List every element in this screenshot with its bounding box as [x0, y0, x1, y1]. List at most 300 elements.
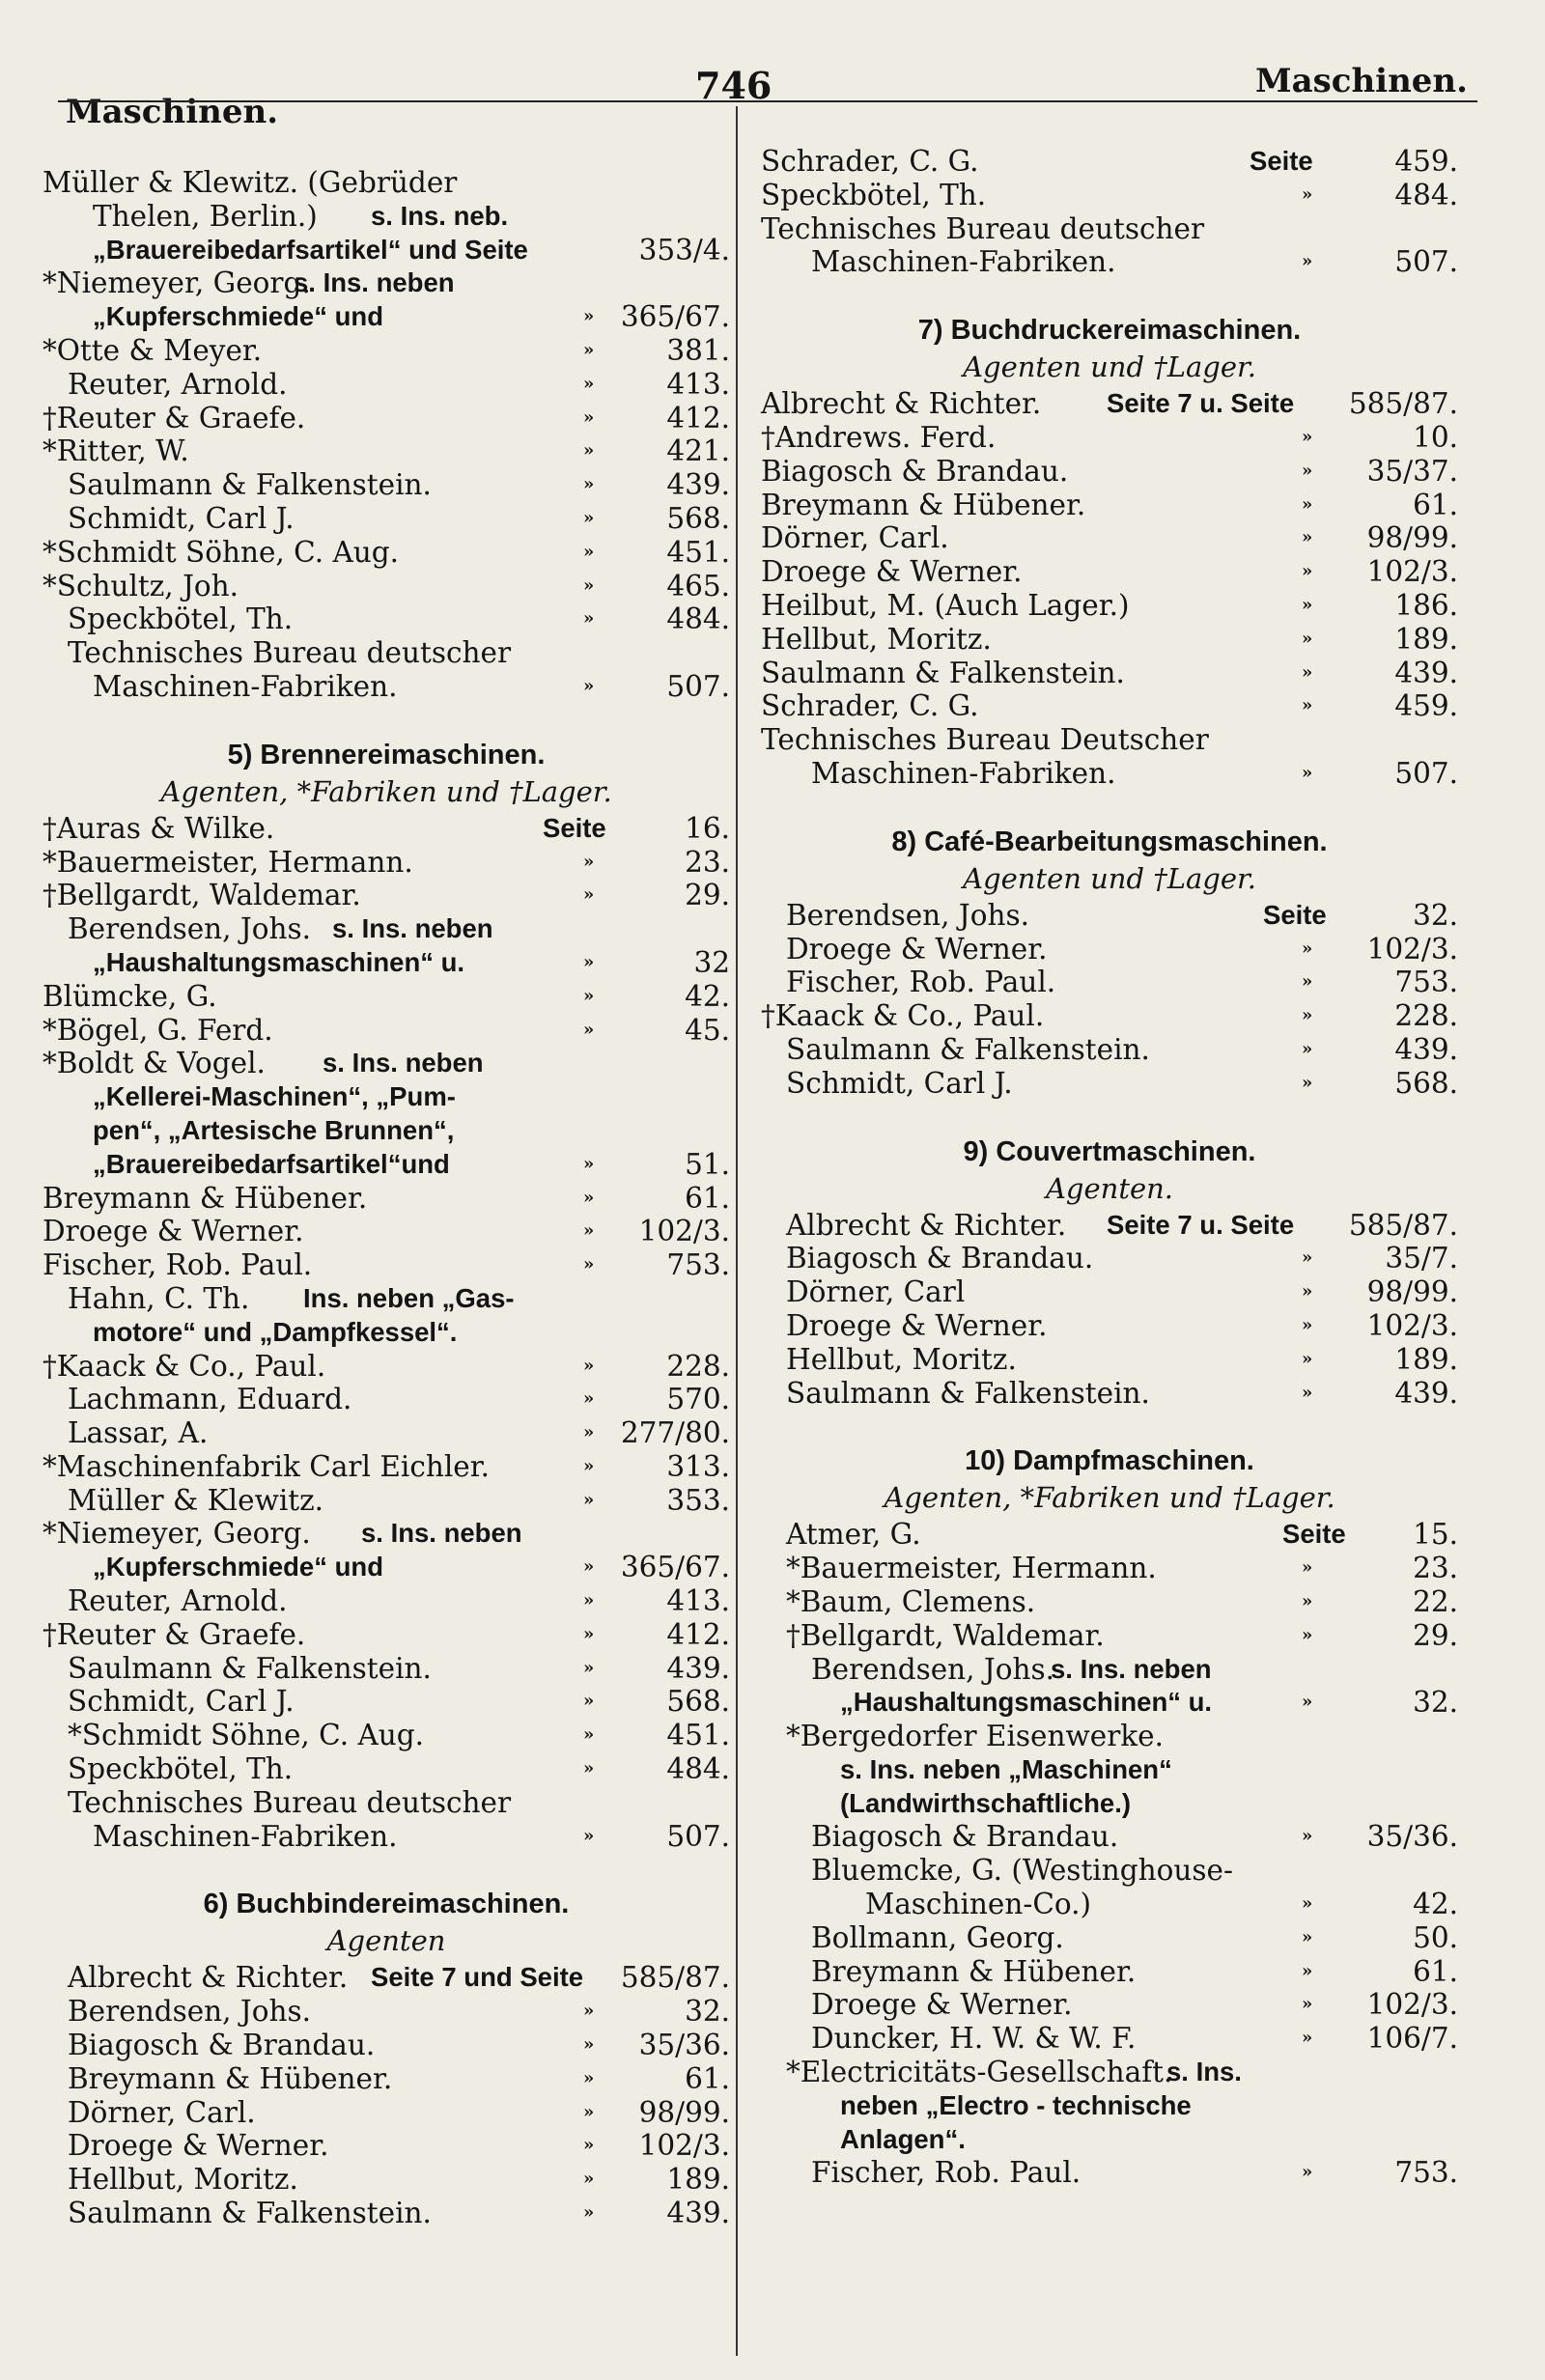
page-ref: 413.	[666, 367, 730, 401]
entry-text: Duncker, H. W. & W. F.	[811, 2022, 1137, 2056]
entry-text: Maschinen-Fabriken.	[811, 245, 1116, 279]
page-ref: 189.	[1394, 622, 1458, 656]
ditto-mark: »	[583, 608, 595, 630]
entry-text: „Brauereibedarfsartikel“ und Seite	[93, 234, 528, 265]
page-ref: 45.	[685, 1013, 730, 1047]
page-ref: 365/67.	[620, 1551, 730, 1584]
page-ref: 313.	[666, 1449, 730, 1483]
section-subtitle: Agenten, *Fabriken und †Lager.	[884, 1481, 1335, 1515]
ditto-mark: »	[583, 541, 595, 562]
ditto-mark: »	[1302, 1005, 1313, 1026]
list-item	[761, 1275, 1458, 1309]
entry-text: Anlagen“.	[840, 2123, 966, 2154]
entry-text: Schrader, C. G.	[761, 145, 979, 178]
ditto-mark: »	[1302, 1692, 1313, 1713]
entry-text: *Bauermeister, Hermann.	[42, 845, 413, 879]
page-ref: 439.	[666, 468, 730, 502]
list-item	[42, 1584, 730, 1618]
left-column	[42, 166, 730, 2230]
page-ref: 106/7.	[1366, 2022, 1458, 2056]
page-ref: 15.	[1413, 1518, 1458, 1552]
entry-text: Maschinen-Co.)	[865, 1888, 1092, 1921]
ditto-mark: »	[583, 884, 595, 906]
list-item	[761, 555, 1458, 589]
list-item	[761, 212, 1458, 246]
page-ref: 459.	[1394, 145, 1458, 178]
entry-text: Seite	[1263, 899, 1327, 930]
entry-text: Bollmann, Georg.	[811, 1920, 1064, 1954]
list-item	[761, 1787, 1458, 1821]
ditto-mark: »	[583, 1758, 595, 1779]
list-item	[761, 1753, 1458, 1787]
list-item	[761, 999, 1458, 1033]
page-ref: 35/37.	[1366, 454, 1458, 488]
ditto-mark: »	[583, 306, 595, 327]
page-ref: 35/36.	[638, 2029, 730, 2062]
ditto-mark: »	[1302, 493, 1313, 515]
entry-text: „Brauereibedarfsartikel“und	[93, 1148, 450, 1179]
ditto-mark: »	[583, 1355, 595, 1376]
entry-text: Seite	[543, 812, 606, 843]
ditto-mark: »	[1302, 938, 1313, 959]
ditto-mark: »	[1302, 1960, 1313, 1981]
list-item	[42, 2096, 730, 2130]
list-item	[761, 489, 1458, 522]
entry-text: †Andrews. Ferd.	[761, 420, 997, 454]
entry-text: pen“, „Artesische Brunnen“,	[93, 1114, 455, 1145]
page-ref: 10.	[1413, 420, 1458, 454]
page-ref: 484.	[1394, 178, 1458, 211]
page-ref: 585/87.	[1348, 1208, 1458, 1242]
page-ref: 412.	[666, 1617, 730, 1651]
list-item	[42, 234, 730, 267]
list-item	[761, 455, 1458, 489]
entry-text: Fischer, Rob. Paul.	[786, 966, 1056, 999]
list-item	[761, 933, 1458, 966]
list-item	[761, 1921, 1458, 1955]
page-ref: 459.	[1394, 689, 1458, 723]
list-item	[761, 1653, 1458, 1687]
entry-text: Schrader, C. G.	[761, 689, 979, 723]
entry-text: s. Ins. neben	[1051, 1653, 1212, 1684]
page-ref: 42.	[685, 979, 730, 1013]
ditto-mark: »	[1302, 1247, 1313, 1269]
section-title: 9) Couvertmaschinen.	[963, 1135, 1256, 1167]
list-item	[761, 145, 1458, 179]
page-ref: 23.	[1413, 1552, 1458, 1585]
ditto-mark: »	[1302, 1382, 1313, 1403]
entry-text: †Kaack & Co., Paul.	[761, 999, 1045, 1033]
list-item	[761, 899, 1458, 933]
page-ref: 98/99.	[1366, 521, 1458, 555]
entry-text: Heilbut, M. (Auch Lager.)	[761, 588, 1130, 622]
entry-text: Berendsen, Johs.	[68, 1995, 312, 2029]
list-item	[761, 2056, 1458, 2089]
list-item	[42, 946, 730, 980]
list-item	[42, 1148, 730, 1182]
entry-text: Schmidt, Carl J.	[786, 1066, 1013, 1100]
spacer	[761, 279, 1458, 298]
ditto-mark: »	[583, 1489, 595, 1510]
ditto-mark: »	[583, 1388, 595, 1410]
entry-text: †Reuter & Graefe.	[42, 1617, 306, 1651]
page-ref: 23.	[685, 845, 730, 879]
list-item	[42, 1047, 730, 1080]
ditto-mark: »	[583, 2202, 595, 2224]
entry-text: s. Ins. neben	[332, 913, 493, 944]
ditto-mark: »	[583, 2135, 595, 2156]
page-ref: 353.	[666, 1483, 730, 1517]
list-item	[42, 2197, 730, 2230]
page-ref: 35/7.	[1385, 1242, 1458, 1275]
entry-text: Droege & Werner.	[786, 1308, 1048, 1342]
entry-text: Berendsen, Johs.	[68, 912, 312, 946]
entry-text: Thelen, Berlin.)	[93, 199, 318, 233]
page-ref: 365/67.	[620, 300, 730, 334]
ditto-mark: »	[1302, 971, 1313, 993]
spacer	[42, 1853, 730, 1872]
entry-text: Hellbut, Moritz.	[761, 622, 992, 656]
ditto-mark: »	[1302, 1624, 1313, 1645]
list-item	[761, 1033, 1458, 1067]
entry-text: motore“ und „Dampfkessel“.	[93, 1316, 458, 1347]
list-item	[42, 1618, 730, 1652]
ditto-mark: »	[583, 675, 595, 696]
ditto-mark: »	[583, 2067, 595, 2088]
page-header	[58, 54, 1477, 131]
entry-text: †Auras & Wilke.	[42, 811, 275, 845]
section-subtitle: Agenten	[326, 1924, 446, 1958]
page-ref: 412.	[666, 401, 730, 434]
list-item	[42, 166, 730, 200]
list-item	[761, 1552, 1458, 1585]
page-ref: 277/80.	[620, 1416, 730, 1450]
section-subtitle: Agenten und †Lager.	[963, 350, 1256, 384]
entry-text: Breymann & Hübener.	[42, 1181, 368, 1215]
page-ref: 507.	[666, 669, 730, 703]
entry-text: Seite 7 u. Seite	[1107, 1209, 1295, 1240]
ditto-mark: »	[1302, 251, 1313, 272]
list-item	[42, 1551, 730, 1584]
ditto-mark: »	[583, 2101, 595, 2122]
page-ref: 451.	[666, 1719, 730, 1752]
entry-text: s. Ins.	[1166, 2057, 1242, 2087]
ditto-mark: »	[583, 985, 595, 1006]
ditto-mark: »	[1302, 661, 1313, 683]
entry-text: Droege & Werner.	[786, 932, 1048, 966]
spacer	[42, 704, 730, 723]
page-ref: 228.	[1394, 999, 1458, 1033]
entry-text: †Reuter & Graefe.	[42, 401, 306, 434]
ditto-mark: »	[583, 1455, 595, 1476]
list-item	[42, 1685, 730, 1719]
entry-text: Seite	[1250, 146, 1313, 176]
page-ref: 507.	[1394, 756, 1458, 790]
ditto-mark: »	[583, 1590, 595, 1611]
entry-text: Biagosch & Brandau.	[761, 454, 1069, 488]
ditto-mark: »	[583, 2169, 595, 2190]
ditto-mark: »	[1302, 1994, 1313, 2015]
entry-text: Technisches Bureau deutscher	[68, 636, 512, 670]
entry-text: *Boldt & Vogel.	[42, 1047, 266, 1080]
spacer	[761, 1410, 1458, 1429]
ditto-mark: »	[583, 1254, 595, 1275]
list-item	[761, 1955, 1458, 1989]
entry-text: s. Ins. neben	[323, 1048, 484, 1078]
entry-text: Berendsen, Johs.	[786, 898, 1030, 932]
entry-text: „Haushaltungsmaschinen“ u.	[93, 946, 465, 977]
ditto-mark: »	[1302, 527, 1313, 548]
page-ref: 568.	[666, 501, 730, 535]
ditto-mark: »	[583, 474, 595, 495]
list-item	[761, 2089, 1458, 2123]
list-item	[42, 1182, 730, 1216]
page-ref: 32.	[1413, 1686, 1458, 1720]
list-item	[761, 1067, 1458, 1101]
entry-text: *Maschinenfabrik Carl Eichler.	[42, 1449, 490, 1483]
entry-text: (Landwirthschaftliche.)	[840, 1787, 1131, 1818]
page-number: 746	[695, 64, 772, 107]
ditto-mark: »	[583, 507, 595, 528]
list-item	[42, 200, 730, 234]
entry-text: neben „Electro - technische	[840, 2089, 1192, 2120]
ditto-mark: »	[583, 1019, 595, 1040]
entry-text: Hahn, C. Th.	[68, 1281, 250, 1315]
entry-text: *Niemeyer, Georg.	[42, 266, 311, 300]
list-item	[761, 1720, 1458, 1753]
page-ref: 98/99.	[638, 2095, 730, 2129]
list-item	[761, 2156, 1458, 2190]
ditto-mark: »	[583, 1556, 595, 1578]
list-item	[42, 1114, 730, 1148]
spacer	[761, 1101, 1458, 1120]
ditto-mark: »	[583, 440, 595, 462]
list-item	[42, 502, 730, 536]
list-item	[761, 387, 1458, 421]
list-item	[42, 1450, 730, 1484]
entry-text: Hellbut, Moritz.	[786, 1342, 1017, 1376]
list-item	[761, 966, 1458, 999]
entry-text: *Schultz, Joh.	[42, 569, 239, 602]
entry-text: *Baum, Clemens.	[786, 1584, 1036, 1618]
entry-text: *Electricitäts-Gesellschaft.	[786, 2056, 1173, 2089]
page-ref: 753.	[1394, 2156, 1458, 2190]
list-item	[42, 368, 730, 402]
entry-text: *Schmidt Söhne, C. Aug.	[68, 1719, 425, 1752]
entry-text: Maschinen-Fabriken.	[811, 756, 1116, 790]
ditto-mark: »	[583, 1220, 595, 1242]
entry-text: Technisches Bureau deutscher	[761, 211, 1205, 245]
entry-text: Saulmann & Falkenstein.	[786, 1376, 1150, 1410]
page-ref: 439.	[666, 2197, 730, 2230]
page-ref: 439.	[1394, 656, 1458, 689]
spacer	[761, 791, 1458, 810]
section-subtitle: Agenten und †Lager.	[963, 861, 1256, 895]
ditto-mark: »	[1302, 2162, 1313, 2183]
list-item	[761, 1343, 1458, 1377]
page-ref: 465.	[666, 569, 730, 602]
ditto-mark: »	[583, 2001, 595, 2022]
list-item	[42, 1786, 730, 1820]
entry-text: Dörner, Carl.	[761, 521, 949, 555]
list-item	[761, 689, 1458, 723]
header-rule	[58, 100, 1477, 102]
ditto-mark: »	[1302, 1038, 1313, 1059]
page-ref: 61.	[685, 1181, 730, 1215]
header-right: Maschinen.	[1254, 62, 1468, 100]
entry-text: Breymann & Hübener.	[68, 2061, 393, 2095]
ditto-mark: »	[1302, 1826, 1313, 1847]
entry-text: *Ritter, W.	[42, 434, 189, 468]
entry-text: Saulmann & Falkenstein.	[68, 1651, 432, 1685]
page-ref: 98/99.	[1366, 1275, 1458, 1309]
entry-text: *Otte & Meyer.	[42, 333, 263, 367]
page-ref: 29.	[685, 879, 730, 912]
page-ref: 585/87.	[1348, 387, 1458, 421]
entry-text: „Kupferschmiede“ und	[93, 1552, 384, 1582]
section-subtitle: Agenten.	[1045, 1171, 1174, 1205]
entry-text: „Haushaltungsmaschinen“ u.	[840, 1687, 1213, 1718]
list-item	[761, 1888, 1458, 1921]
ditto-mark: »	[583, 1825, 595, 1846]
ditto-mark: »	[583, 574, 595, 596]
list-item	[42, 636, 730, 670]
header-left: Maschinen.	[66, 93, 279, 131]
list-item	[761, 245, 1458, 279]
entry-text: s. Ins. neben	[294, 267, 455, 298]
page-ref: 102/3.	[1366, 555, 1458, 589]
ditto-mark: »	[1302, 426, 1313, 447]
page-ref: 29.	[1413, 1618, 1458, 1652]
list-item	[42, 1416, 730, 1450]
ditto-mark: »	[1302, 1893, 1313, 1915]
ditto-mark: »	[1302, 561, 1313, 582]
entry-text: Dörner, Carl	[786, 1275, 966, 1309]
list-item	[42, 2029, 730, 2062]
list-item	[42, 1014, 730, 1048]
entry-text: Ins. neben „Gas-	[303, 1282, 515, 1313]
list-item	[42, 602, 730, 636]
page-ref: 32	[693, 945, 730, 979]
list-item	[42, 2062, 730, 2096]
list-item	[761, 757, 1458, 791]
entry-text: Fischer, Rob. Paul.	[811, 2156, 1082, 2190]
list-item	[42, 1995, 730, 2029]
entry-text: Lassar, A.	[68, 1416, 209, 1450]
entry-text: *Bergedorfer Eisenwerke.	[786, 1720, 1165, 1753]
page-ref: 22.	[1413, 1584, 1458, 1618]
entry-text: Müller & Klewitz.	[68, 1483, 324, 1517]
ditto-mark: »	[583, 1153, 595, 1174]
list-item	[761, 1209, 1458, 1243]
page-ref: 568.	[1394, 1066, 1458, 1100]
ditto-mark: »	[583, 1691, 595, 1712]
page-ref: 189.	[1394, 1342, 1458, 1376]
page-ref: 421.	[666, 434, 730, 468]
section-title: 6) Buchbindereimaschinen.	[203, 1889, 570, 1920]
page-ref: 439.	[1394, 1032, 1458, 1066]
page-ref: 753.	[1394, 966, 1458, 999]
page-ref: 568.	[666, 1685, 730, 1719]
page-ref: 42.	[1413, 1888, 1458, 1921]
entry-text: Hellbut, Moritz.	[68, 2163, 298, 2197]
entry-text: *Bauermeister, Hermann.	[786, 1552, 1157, 1585]
list-item	[42, 402, 730, 435]
list-item	[42, 1517, 730, 1551]
entry-text: Technisches Bureau deutscher	[68, 1785, 512, 1819]
list-item	[42, 1719, 730, 1752]
list-item	[761, 1988, 1458, 2022]
ditto-mark: »	[1302, 695, 1313, 716]
entry-text: Albrecht & Richter.	[761, 387, 1042, 421]
ditto-mark: »	[583, 1657, 595, 1678]
entry-text: Biagosch & Brandau.	[786, 1242, 1094, 1275]
list-item	[42, 879, 730, 912]
entry-text: Technisches Bureau Deutscher	[761, 723, 1209, 757]
ditto-mark: »	[1302, 1348, 1313, 1369]
list-item	[42, 1350, 730, 1384]
list-item	[761, 1585, 1458, 1619]
entry-text: Seite 7 und Seite	[371, 1962, 584, 1993]
entry-text: Speckbötel, Th.	[68, 1752, 294, 1786]
entry-text: Saulmann & Falkenstein.	[68, 2197, 432, 2230]
list-item	[42, 912, 730, 946]
list-item	[42, 536, 730, 570]
list-item	[42, 1652, 730, 1686]
list-item	[42, 1484, 730, 1518]
page-ref: 61.	[1413, 488, 1458, 521]
page-ref: 32.	[685, 1995, 730, 2029]
ditto-mark: »	[1302, 1557, 1313, 1579]
entry-text: s. Ins. neb.	[371, 200, 509, 231]
list-item	[42, 1820, 730, 1854]
ditto-mark: »	[1302, 594, 1313, 615]
page-ref: 189.	[666, 2163, 730, 2197]
list-item	[761, 1854, 1458, 1888]
page-ref: 186.	[1394, 588, 1458, 622]
entry-text: Dörner, Carl.	[68, 2095, 256, 2129]
page-ref: 451.	[666, 535, 730, 569]
page-ref: 570.	[666, 1383, 730, 1416]
entry-text: Droege & Werner.	[68, 2129, 329, 2163]
ditto-mark: »	[1302, 1314, 1313, 1335]
ditto-mark: »	[1302, 1926, 1313, 1947]
page-ref: 51.	[685, 1147, 730, 1181]
entry-text: Seite	[1282, 1519, 1346, 1550]
list-item	[42, 846, 730, 880]
list-item	[761, 623, 1458, 657]
right-column	[761, 145, 1458, 2190]
list-item	[42, 2163, 730, 2197]
entry-text: Schmidt, Carl J.	[68, 1685, 295, 1719]
entry-text: Atmer, G.	[786, 1518, 921, 1552]
list-item	[42, 300, 730, 334]
list-item	[42, 1961, 730, 1995]
page-ref: 439.	[666, 1651, 730, 1685]
entry-text: *Niemeyer, Georg.	[42, 1517, 311, 1551]
entry-text: Breymann & Hübener.	[811, 1954, 1137, 1988]
page-ref: 484.	[666, 1752, 730, 1786]
list-item	[42, 570, 730, 603]
entry-text: Biagosch & Brandau.	[811, 1820, 1119, 1854]
entry-text: Speckbötel, Th.	[68, 602, 294, 636]
page-ref: 102/3.	[638, 2129, 730, 2163]
entry-text: „Kupferschmiede“ und	[93, 301, 384, 332]
ditto-mark: »	[1302, 1590, 1313, 1611]
entry-text: *Schmidt Söhne, C. Aug.	[42, 535, 400, 569]
ditto-mark: »	[583, 339, 595, 360]
ditto-mark: »	[583, 373, 595, 394]
